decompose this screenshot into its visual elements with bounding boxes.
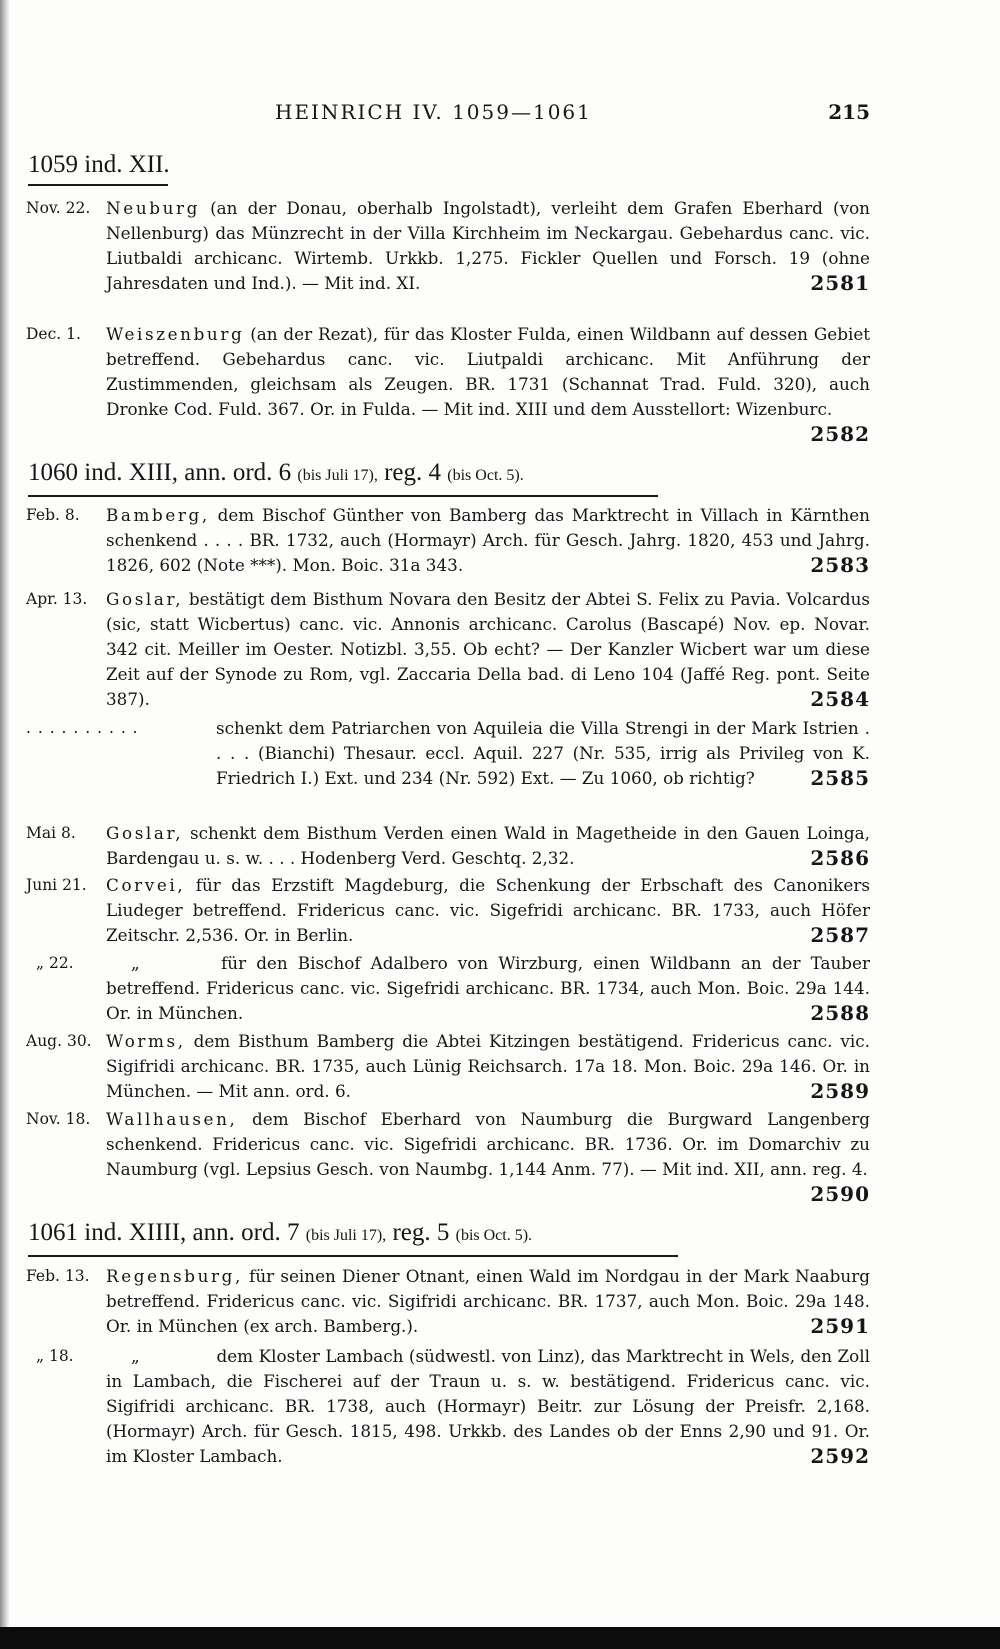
entry-date: Juni 21.	[26, 876, 87, 894]
entry-number: 2591	[810, 1314, 870, 1338]
entry-text: für das Erzstift Magdeburg, die Schenkung der Erbschaft des Canonikers Liudeger betreffend. Fridericus canc. vic. Sigefridi archicanc. BR. 1733, auch Höfer Zeitschr. 2,536. Or. in Berlin.	[106, 875, 870, 945]
entry-place: Goslar,	[106, 823, 184, 843]
year-heading-main: ind. XII.	[84, 151, 170, 178]
entry-number: 2588	[810, 1001, 870, 1025]
entry-number: 2585	[810, 766, 870, 790]
entry-text: schenkt dem Patriarchen von Aquileia die Villa Strengi in der Mark Istrien . . . . (Bianchi) Thesaur. eccl. Aquil. 227 (Nr. 535, irrig als Privileg von K. Friedrich I.) Ext. und 234 (Nr. 592) Ext. — Zu 1060, ob richtig?	[216, 718, 870, 788]
regest-entry	[26, 1264, 870, 1339]
regest-entry	[26, 951, 870, 1026]
entry-place: Goslar,	[106, 589, 184, 609]
entry-date: Aug. 30.	[26, 1032, 92, 1050]
entry-text: dem Bischof Günther von Bamberg das Marktrecht in Villach in Kärnthen schenkend . . . . BR. 1732, auch (Hormayr) Arch. für Gesch. Jahrg. 1820, 453 und Jahrg. 1826, 602 (Note ***). Mon. Boic. 31a 343.	[106, 505, 870, 575]
year-heading-year: 1059	[28, 151, 78, 178]
year-heading-note: (bis Juli 17),	[305, 1227, 387, 1244]
entry-number: 2590	[810, 1182, 870, 1206]
year-heading-1060	[28, 458, 658, 497]
year-heading-year: 1061	[28, 1219, 78, 1246]
regest-entry	[26, 873, 870, 948]
entry-place: Bamberg,	[106, 505, 210, 525]
entry-text: (an der Rezat), für das Kloster Fulda, einen Wildbann auf dessen Gebiet betreffend. Gebehardus canc. vic. Liutpaldi archicanc. Mit Anführung der Zustimmenden, gleichsam als Zeugen. BR. 1731 (Schannat Trad. Fuld. 320), auch Dronke Cod. Fuld. 367. Or. in Fulda. — Mit ind. XIII und dem Ausstellort: Wizenburc.	[106, 324, 870, 419]
page-number: 215	[828, 100, 870, 124]
regest-entry	[26, 587, 870, 712]
entry-date: Dec. 1.	[26, 325, 81, 343]
regest-entry	[26, 322, 870, 447]
entry-number: 2586	[810, 846, 870, 870]
regest-entry	[26, 1029, 870, 1104]
entry-place: Corvei,	[106, 875, 186, 895]
entry-date: Feb. 8.	[26, 506, 80, 524]
entry-text: (an der Donau, oberhalb Ingolstadt), verleiht dem Grafen Eberhard (von Nellenburg) das Münzrecht in der Villa Kirchheim im Neckargau. Gebehardus canc. vic. Liutbaldi archicanc. Wirtemb. Urkkb. 1,275. Fickler Quellen und Forsch. 19 (ohne Jahresdaten und Ind.). — Mit ind. XI.	[106, 198, 870, 293]
entry-place: Wallhausen,	[106, 1109, 238, 1129]
year-heading-main: ind. XIII, ann. ord. 6	[84, 459, 292, 486]
year-heading-year: 1060	[28, 459, 78, 486]
year-heading-main: ind. XIIII, ann. ord. 7	[84, 1219, 300, 1246]
entry-number: 2587	[810, 923, 870, 947]
entry-place: „	[131, 1346, 143, 1366]
entry-place: Neuburg	[106, 198, 200, 218]
regest-entry	[26, 821, 870, 871]
entry-date: Mai 8.	[26, 824, 76, 842]
entry-place: Worms,	[106, 1031, 186, 1051]
entry-text: dem Bischof Eberhard von Naumburg die Burgward Langenberg schenkend. Fridericus canc. vic. Sigefridi archicanc. BR. 1736. Or. im Domarchiv zu Naumburg (vgl. Lepsius Gesch. von Naumbg. 1,144 Anm. 77). — Mit ind. XII, ann. reg. 4.	[106, 1109, 870, 1179]
scan-bottom-edge	[0, 1627, 1000, 1649]
entry-number: 2582	[810, 422, 870, 446]
regest-entry	[26, 716, 870, 791]
entry-date: Nov. 18.	[26, 1110, 91, 1128]
entry-text: für den Bischof Adalbero von Wirzburg, einen Wildbann an der Tauber betreffend. Fridericus canc. vic. Sigefridi archicanc. BR. 1734, auch Mon. Boic. 29a 144. Or. in München.	[106, 953, 870, 1023]
entry-date: Feb. 13.	[26, 1267, 90, 1285]
regest-entry	[26, 503, 870, 578]
entry-number: 2583	[810, 553, 870, 577]
entry-number: 2592	[810, 1444, 870, 1468]
scan-left-edge	[0, 0, 10, 1649]
entry-place: Weiszenburg	[106, 324, 245, 344]
running-head	[40, 100, 870, 130]
entry-number: 2589	[810, 1079, 870, 1103]
entry-date: „ 22.	[36, 954, 74, 972]
year-heading-note: (bis Juli 17),	[297, 467, 378, 484]
entry-text: dem Kloster Lambach (südwestl. von Linz), das Marktrecht in Wels, den Zoll in Lambach, die Fischerei auf der Traun u. s. w. bestätigend. Fridericus canc. vic. Sigifridi archicanc. BR. 1738, auch (Hormayr) Beitr. zur Lösung der Preisfr. 2,168. (Hormayr) Arch. für Gesch. 1815, 498. Urkkb. des Landes ob der Enns 2,90 und 91. Or. im Kloster Lambach.	[106, 1346, 870, 1466]
year-heading-1061	[28, 1218, 678, 1257]
entry-date: Apr. 13.	[26, 590, 88, 608]
entry-place: Regensburg,	[106, 1266, 243, 1286]
year-heading-reg: reg. 4	[377, 459, 448, 486]
entry-number: 2584	[810, 687, 870, 711]
entry-date: „ 18.	[36, 1347, 74, 1365]
year-heading-reg: reg. 5	[386, 1219, 456, 1246]
entry-date: . . . . . . . . . .	[26, 719, 139, 737]
entry-text: für seinen Diener Otnant, einen Wald im Nordgau in der Mark Naaburg betreffend. Fridericus canc. vic. Sigifridi archicanc. BR. 1737, auch Mon. Boic. 29a 148. Or. in München (ex arch. Bamberg.).	[106, 1266, 871, 1336]
entry-text: schenkt dem Bisthum Verden einen Wald in Magetheide in den Gauen Loinga, Bardengau u. s. w. . . . Hodenberg Verd. Geschtq. 2,32.	[106, 823, 870, 868]
entry-number: 2581	[810, 271, 870, 295]
year-heading-note: (bis Oct. 5).	[447, 467, 524, 484]
entry-place: „	[131, 953, 143, 973]
entry-text: bestätigt dem Bisthum Novara den Besitz der Abtei S. Felix zu Pavia. Volcardus (sic, statt Wicbertus) canc. vic. Annonis archicanc. Carolus (Bascapé) Nov. ep. Novar. 342 cit. Meiller im Oester. Notizbl. 3,55. Ob echt? — Der Kanzler Wicbert war um diese Zeit auf der Synode zu Rom, vgl. Zaccaria Della bad. di Leno 104 (Jaffé Reg. pont. Seite 387).	[106, 589, 870, 709]
year-heading-note: (bis Oct. 5).	[455, 1227, 533, 1244]
entry-date: Nov. 22.	[26, 199, 91, 217]
regest-entry	[26, 1344, 870, 1469]
regest-entry	[26, 1107, 870, 1207]
running-head-title: HEINRICH IV. 1059—1061	[275, 100, 592, 124]
year-heading-1059	[28, 150, 168, 186]
entry-text: dem Bisthum Bamberg die Abtei Kitzingen bestätigend. Fridericus canc. vic. Sigifridi archicanc. BR. 1735, auch Lünig Reichsarch. 17a 18. Mon. Boic. 29a 146. Or. in München. — Mit ann. ord. 6.	[106, 1031, 870, 1101]
regest-entry	[26, 196, 870, 296]
